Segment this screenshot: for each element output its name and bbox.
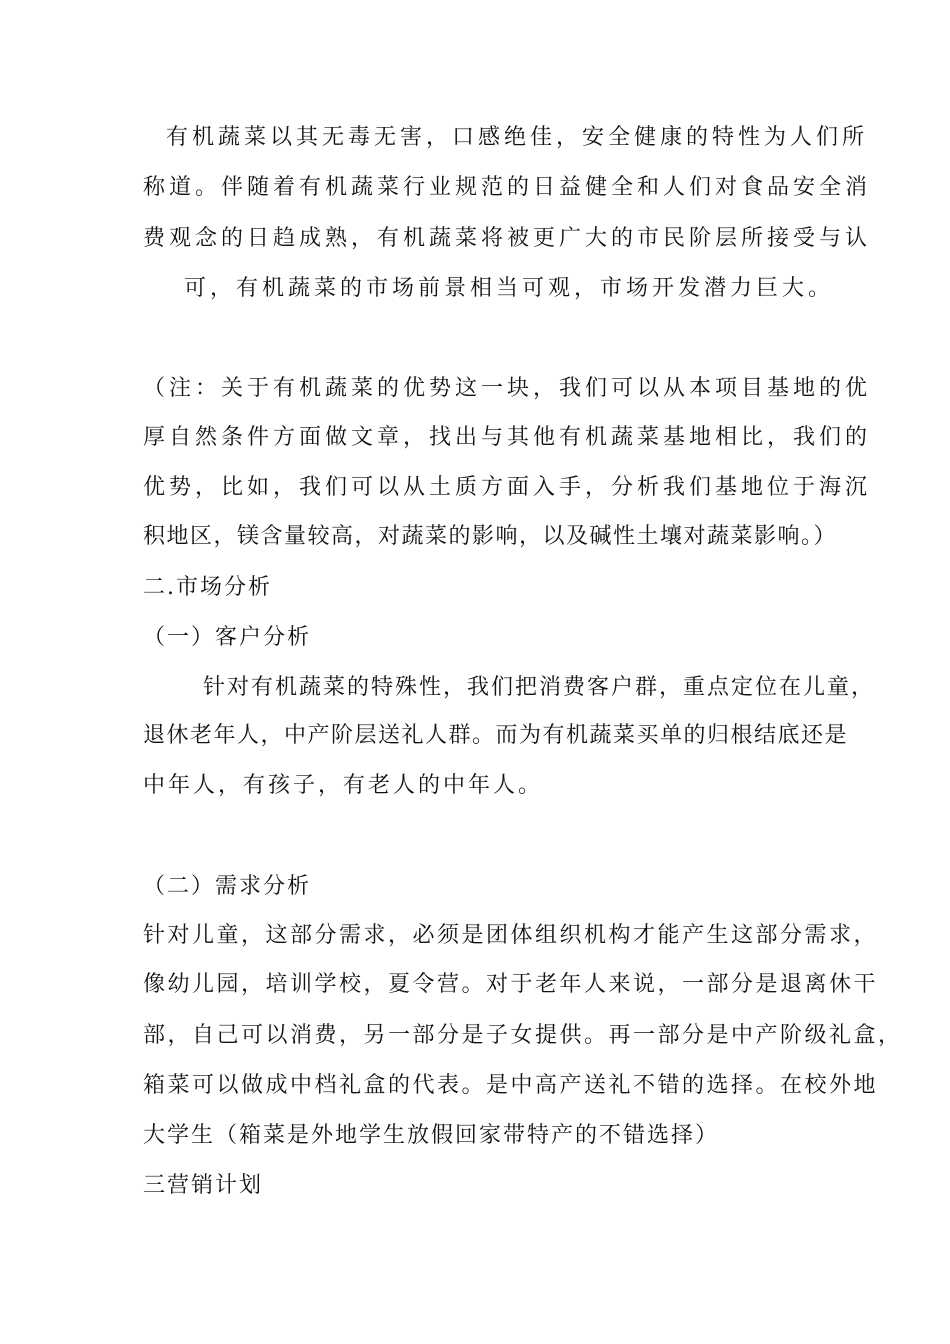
customer-line-3: 中年人，有孩子，有老人的中年人。 bbox=[143, 773, 544, 798]
customer-analysis-heading: （一）客户分析 bbox=[143, 625, 312, 650]
demand-analysis-heading: （二）需求分析 bbox=[143, 874, 312, 899]
section-3-heading: 三营销计划 bbox=[143, 1173, 264, 1198]
intro-line-2: 称道。伴随着有机蔬菜行业规范的日益健全和人们对食品安全消 bbox=[143, 175, 872, 200]
note-line-3: 优势，比如，我们可以从土质方面入手，分析我们基地位于海沉 bbox=[143, 475, 872, 500]
demand-line-1: 针对儿童，这部分需求，必须是团体组织机构才能产生这部分需求， bbox=[143, 923, 879, 948]
note-line-4: 积地区，镁含量较高，对蔬菜的影响，以及碱性土壤对蔬菜影响。） bbox=[143, 524, 838, 549]
intro-line-4: 可，有机蔬菜的市场前景相当可观，市场开发潜力巨大。 bbox=[184, 276, 835, 301]
section-2-heading: 二.市场分析 bbox=[143, 575, 272, 600]
demand-line-3: 部，自己可以消费，另一部分是子女提供。再一部分是中产阶级礼盒， bbox=[143, 1023, 903, 1048]
demand-line-4: 箱菜可以做成中档礼盒的代表。是中高产送礼不错的选择。在校外地 bbox=[143, 1073, 879, 1098]
demand-line-5: 大学生（箱菜是外地学生放假回家带特产的不错选择） bbox=[143, 1123, 720, 1148]
note-line-2: 厚自然条件方面做文章，找出与其他有机蔬菜基地相比，我们的 bbox=[143, 425, 872, 450]
intro-line-3: 费观念的日趋成熟，有机蔬菜将被更广大的市民阶层所接受与认 bbox=[143, 226, 872, 251]
demand-line-2: 像幼儿园，培训学校，夏令营。对于老年人来说，一部分是退离休干 bbox=[143, 972, 879, 997]
customer-line-2: 退休老年人，中产阶层送礼人群。而为有机蔬菜买单的归根结底还是 bbox=[143, 723, 849, 748]
intro-line-1: 有机蔬菜以其无毒无害，口感绝佳，安全健康的特性为人们所 bbox=[166, 125, 869, 150]
customer-line-1: 针对有机蔬菜的特殊性，我们把消费客户群，重点定位在儿童， bbox=[203, 675, 876, 700]
note-line-1: （注：关于有机蔬菜的优势这一块，我们可以从本项目基地的优 bbox=[143, 376, 872, 401]
